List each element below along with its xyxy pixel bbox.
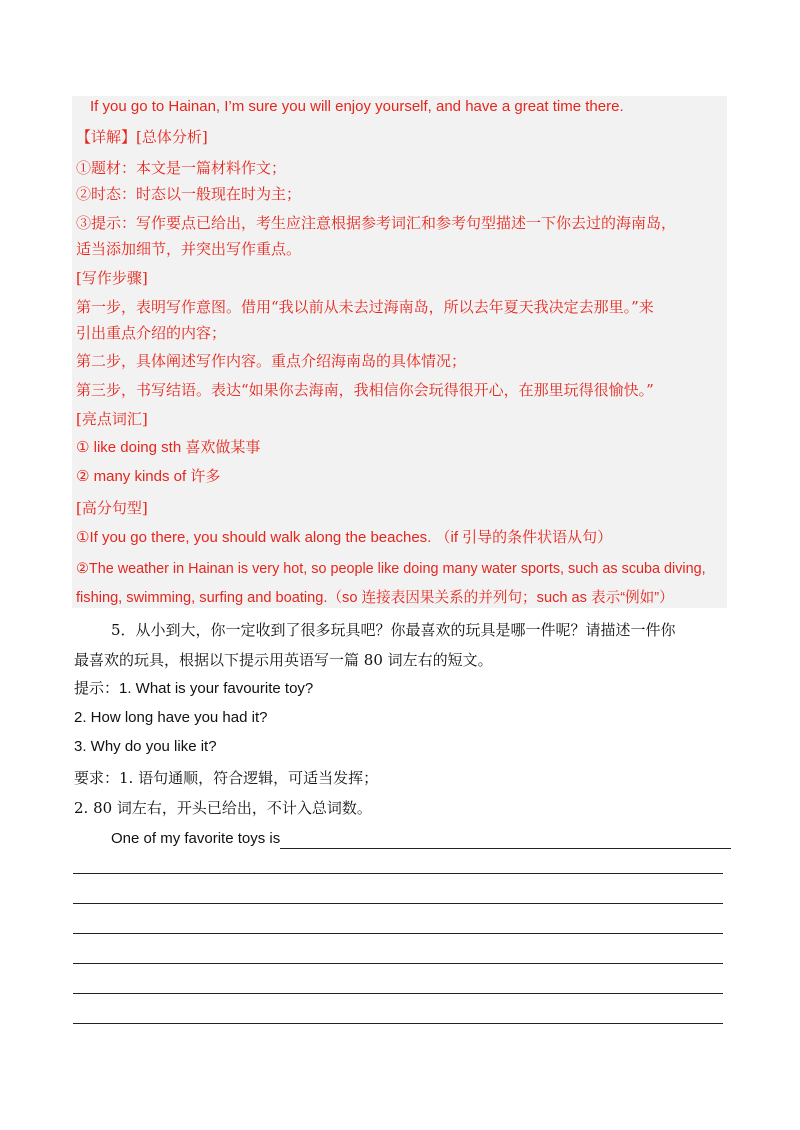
answer-line[interactable] xyxy=(73,873,723,874)
sentence-item-2-line2: fishing, swimming, surfing and boating.（so 连接表因果关系的并列句；such as 表示“例如”） xyxy=(76,590,674,606)
answer-line[interactable] xyxy=(73,933,723,934)
analysis-tip-line2: 适当添加细节，并突出写作重点。 xyxy=(76,240,302,258)
sentence-item-2-line1: ②The weather in Hainan is very hot, so people like doing many water sports, such as scuba diving, xyxy=(76,561,706,577)
step1-line1: 第一步，表明写作意图。借用“我以前从未去过海南岛，所以去年夏天我决定去那里。”来 xyxy=(76,298,654,316)
step3: 第三步，书写结语。表达“如果你去海南，我相信你会玩得很开心，在那里玩得很愉快。” xyxy=(76,381,654,399)
question5-line2: 最喜欢的玩具，根据以下提示用英语写一篇 80 词左右的短文。 xyxy=(74,651,493,669)
requirement-2: 2. 80 词左右，开头已给出，不计入总词数。 xyxy=(74,799,372,817)
prompt-1: 提示：1. What is your favourite toy? xyxy=(74,680,314,697)
answer-blank-first[interactable] xyxy=(280,834,731,849)
vocab-item-2: ② many kinds of 许多 xyxy=(76,468,221,485)
step1-line2: 引出重点介绍的内容； xyxy=(76,324,227,342)
analysis-heading: 【详解】[总体分析] xyxy=(76,128,208,146)
essay-starter-text: One of my favorite toys is xyxy=(111,830,281,847)
answer-line[interactable] xyxy=(73,1023,723,1024)
analysis-tip-line1: ③提示：写作要点已给出，考生应注意根据参考词汇和参考句型描述一下你去过的海南岛， xyxy=(76,214,677,232)
answer-line[interactable] xyxy=(73,963,723,964)
analysis-tense: ②时态：时态以一般现在时为主； xyxy=(76,185,302,203)
model-essay-last-line: If you go to Hainan, I’m sure you will enjoy yourself, and have a great time there. xyxy=(90,98,624,115)
sentence-item-1: ①If you go there, you should walk along the beaches. （if 引导的条件状语从句） xyxy=(76,529,613,546)
essay-starter xyxy=(111,829,731,849)
answer-line[interactable] xyxy=(73,993,723,994)
analysis-theme: ①题材：本文是一篇材料作文； xyxy=(76,159,287,177)
requirement-1: 要求：1. 语句通顺，符合逻辑，可适当发挥； xyxy=(74,769,379,787)
answer-line[interactable] xyxy=(73,903,723,904)
steps-heading: [写作步骤] xyxy=(76,269,148,287)
step2: 第二步，具体阐述写作内容。重点介绍海南岛的具体情况； xyxy=(76,352,467,370)
prompt-2: 2. How long have you had it? xyxy=(74,709,268,726)
sentence-heading: [高分句型] xyxy=(76,499,148,517)
prompt-3: 3. Why do you like it? xyxy=(74,738,217,755)
vocab-heading: [亮点词汇] xyxy=(76,410,148,428)
vocab-item-1: ① like doing sth 喜欢做某事 xyxy=(76,439,261,456)
question5-line1: 5．从小到大，你一定收到了很多玩具吧？你最喜欢的玩具是哪一件呢？请描述一件你 xyxy=(111,621,676,639)
